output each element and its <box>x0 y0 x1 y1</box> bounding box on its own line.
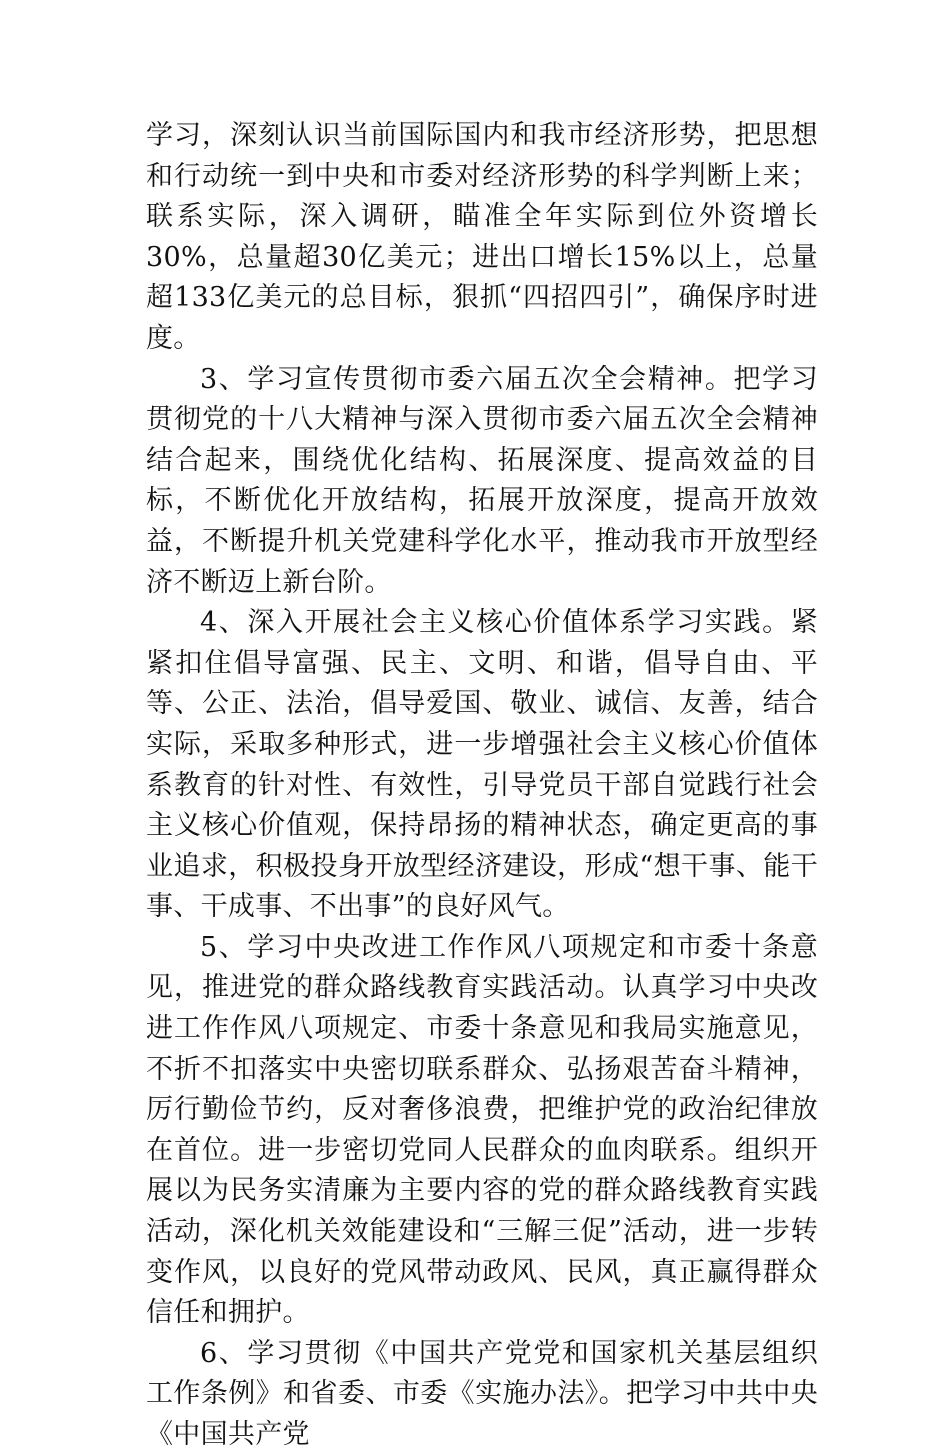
paragraph-item-4: 4、深入开展社会主义核心价值体系学习实践。紧紧扣住倡导富强、民主、文明、和谐，倡导自由、平等、公正、法治，倡导爱国、敬业、诚信、友善，结合实际，采取多种形式，进一步增强社会主义核心价值体系教育的针对性、有效性，引导党员干部自觉践行社会主义核心价值观，保持昂扬的精神状态，确定更高的事业追求，积极投身开放型经济建设，形成“想干事、能干事、干成事、不出事”的良好风气。 <box>146 607 818 923</box>
paragraph-item-3: 3、学习宣传贯彻市委六届五次全会精神。把学习贯彻党的十八大精神与深入贯彻市委六届五次全会精神结合起来，围绕优化结构、拓展深度、提高效益的目标，不断优化开放结构，拓展开放深度，提高开放效益，不断提升机关党建科学化水平，推动我市开放型经济不断迈上新台阶。 <box>146 363 818 598</box>
paragraph-item-6: 6、学习贯彻《中国共产党党和国家机关基层组织工作条例》和省委、市委《实施办法》。把学习中共中央《中国共产党 <box>146 1337 818 1450</box>
document-body <box>146 116 818 1456</box>
paragraph-item-5: 5、学习中央改进工作作风八项规定和市委十条意见，推进党的群众路线教育实践活动。认真学习中央改进工作作风八项规定、市委十条意见和我局实施意见，不折不扣落实中央密切联系群众、弘扬艰苦奋斗精神，厉行勤俭节约，反对奢侈浪费，把维护党的政治纪律放在首位。进一步密切党同人民群众的血肉联系。组织开展以为民务实清廉为主要内容的党的群众路线教育实践活动，深化机关效能建设和“三解三促”活动，进一步转变作风，以良好的党风带动政风、民风，真正赢得群众信任和拥护。 <box>146 931 818 1329</box>
paragraph-continuation: 学习，深刻认识当前国际国内和我市经济形势，把思想和行动统一到中央和市委对经济形势的科学判断上来；联系实际，深入调研，瞄准全年实际到位外资增长30%，总量超30亿美元；进出口增长15%以上，总量超133亿美元的总目标，狠抓“四招四引”，确保序时进度。 <box>146 120 818 354</box>
